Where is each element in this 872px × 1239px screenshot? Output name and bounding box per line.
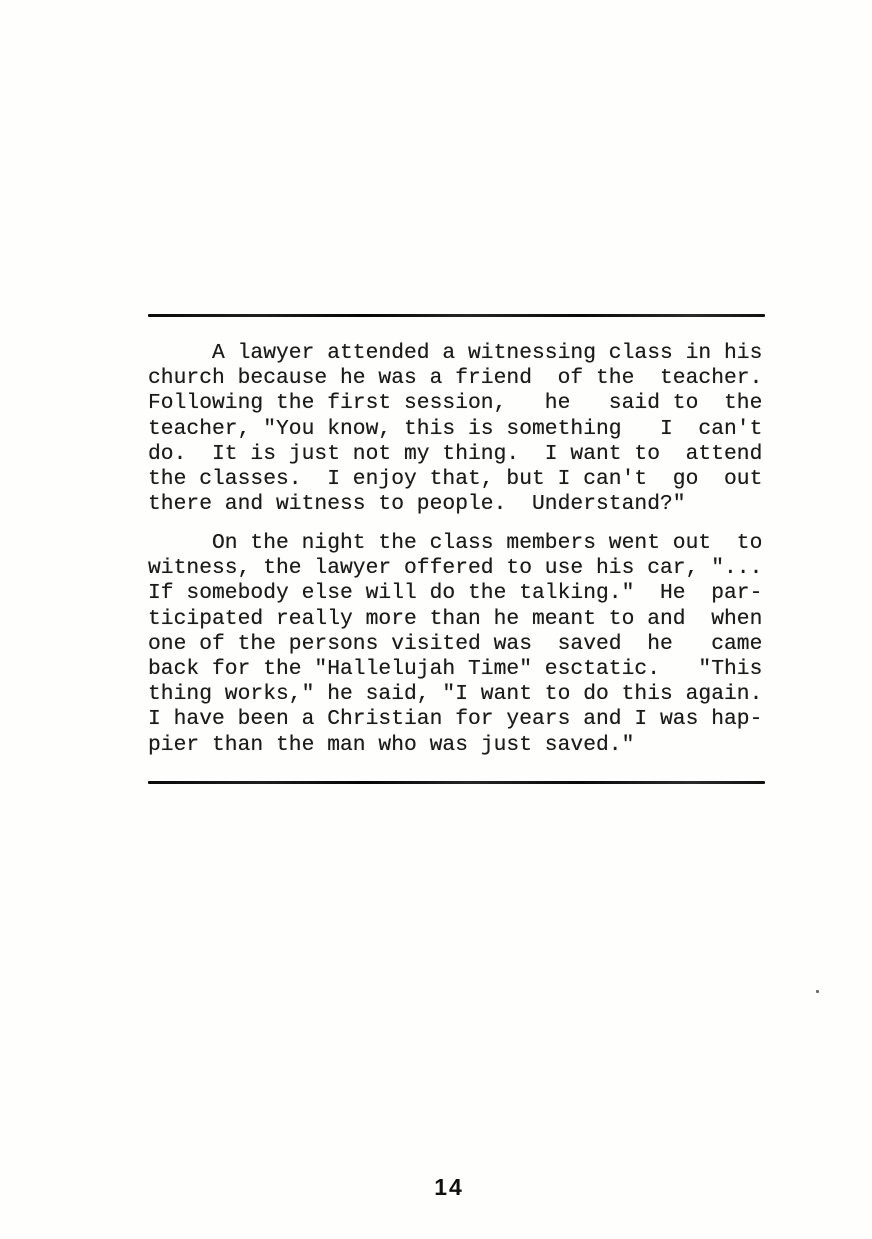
text-line: church because he was a friend of the teacher.: [148, 366, 763, 391]
text-line: there and witness to people. Understand?": [148, 492, 686, 517]
text-line: If somebody else will do the talking." He par-: [148, 581, 763, 606]
text-line: Following the first session, he said to the: [148, 391, 763, 416]
text-line: one of the persons visited was saved he came: [148, 631, 763, 656]
text-line: A lawyer attended a witnessing class in his: [148, 341, 763, 365]
text-line: I have been a Christian for years and I was hap-: [148, 707, 763, 732]
paragraph-2: [148, 531, 768, 758]
page-number: 14: [434, 1174, 464, 1200]
text-line: ticipated really more than he meant to and when: [148, 606, 763, 631]
text-line: thing works," he said, "I want to do this again.: [148, 682, 763, 707]
text-line: pier than the man who was just saved.": [148, 732, 635, 757]
text-line: back for the "Hallelujah Time" esctatic. "This: [148, 657, 763, 682]
top-horizontal-rule: [148, 314, 765, 317]
text-line: do. It is just not my thing. I want to attend: [148, 441, 763, 466]
text-line: teacher, "You know, this is something I can't: [148, 416, 763, 441]
text-line: On the night the class members went out to: [148, 531, 763, 555]
text-line: witness, the lawyer offered to use his car, "...: [148, 556, 763, 581]
text-line: the classes. I enjoy that, but I can't go out: [148, 467, 763, 492]
bottom-horizontal-rule: [148, 781, 765, 784]
scan-speck: [816, 990, 819, 993]
paragraph-1: [148, 341, 768, 517]
